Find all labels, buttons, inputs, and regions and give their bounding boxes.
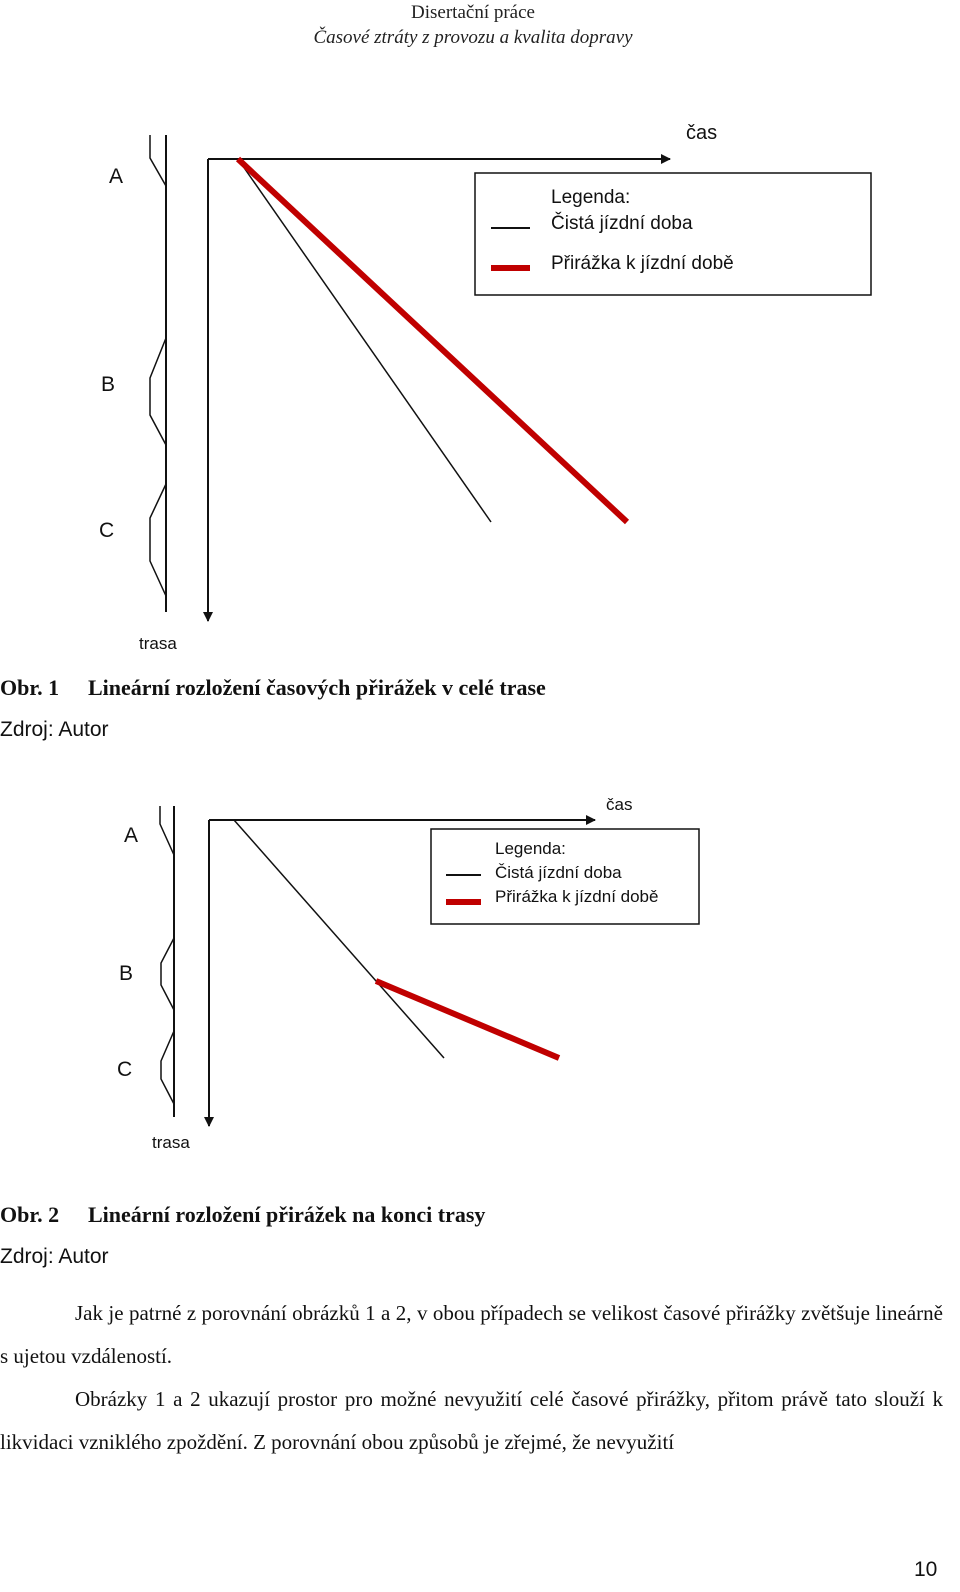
legend-clean-label: Čistá jízdní doba bbox=[551, 213, 693, 234]
figure-1-caption bbox=[0, 675, 546, 701]
paragraph-1: Jak je patrné z porovnání obrázků 1 a 2, v obou případech se velikost časové přirážky zvětšuje lineárně s ujetou vzdáleností. bbox=[0, 1301, 943, 1368]
station-a-siding bbox=[150, 135, 166, 186]
figure-2-title: Lineární rozložení přirážek na konci trasy bbox=[88, 1202, 486, 1227]
station-b-label: B bbox=[101, 373, 116, 396]
figure-2-source: Zdroj: Autor bbox=[0, 1245, 109, 1268]
legend-box bbox=[475, 173, 871, 295]
station-c-siding bbox=[150, 484, 166, 596]
figure-2-caption bbox=[0, 1202, 485, 1228]
station-c-label: C bbox=[117, 1058, 133, 1081]
header-title: Disertační práce bbox=[411, 2, 535, 23]
body-text bbox=[0, 1292, 943, 1464]
figure-2-diagram bbox=[0, 780, 946, 1170]
header-subtitle: Časové ztráty z provozu a kvalita dopravy bbox=[313, 27, 633, 48]
station-c-siding bbox=[161, 1031, 174, 1104]
figure-1-diagram bbox=[0, 0, 946, 665]
legend bbox=[431, 829, 699, 924]
station-b-siding bbox=[150, 338, 166, 445]
legend-title: Legenda: bbox=[551, 187, 631, 208]
station-c-label: C bbox=[99, 519, 115, 542]
route-axis-label: trasa bbox=[152, 1133, 190, 1152]
figure-1-number: Obr. 1 bbox=[0, 675, 60, 700]
legend-title: Legenda: bbox=[495, 839, 566, 858]
legend-supplement-label: Přirážka k jízdní době bbox=[551, 253, 734, 274]
station-a-label: A bbox=[124, 824, 139, 847]
figure-2-number: Obr. 2 bbox=[0, 1202, 60, 1227]
clean-time-line bbox=[234, 820, 444, 1058]
station-b-siding bbox=[161, 938, 174, 1010]
figure-1-source: Zdroj: Autor bbox=[0, 718, 109, 741]
station-b-label: B bbox=[119, 962, 134, 985]
figure-1-title: Lineární rozložení časových přirážek v celé trase bbox=[88, 675, 546, 700]
legend-supplement-label: Přirážka k jízdní době bbox=[495, 887, 659, 906]
legend bbox=[475, 173, 871, 295]
time-axis-label: čas bbox=[686, 122, 718, 144]
supplement-line bbox=[376, 981, 559, 1058]
route-axis-label: trasa bbox=[139, 634, 177, 653]
clean-time-line bbox=[238, 159, 491, 522]
page-number: 10 bbox=[914, 1558, 938, 1581]
legend-clean-label: Čistá jízdní doba bbox=[495, 863, 622, 882]
station-a-label: A bbox=[109, 165, 124, 188]
station-a-siding bbox=[160, 806, 174, 855]
time-axis-label: čas bbox=[606, 795, 633, 814]
paragraph-2: Obrázky 1 a 2 ukazují prostor pro možné nevyužití celé časové přirážky, přitom právě tato slouží k likvidaci vzniklého zpoždění. Z porovnání obou způsobů je zřejmé, že nevyužití bbox=[0, 1387, 943, 1454]
